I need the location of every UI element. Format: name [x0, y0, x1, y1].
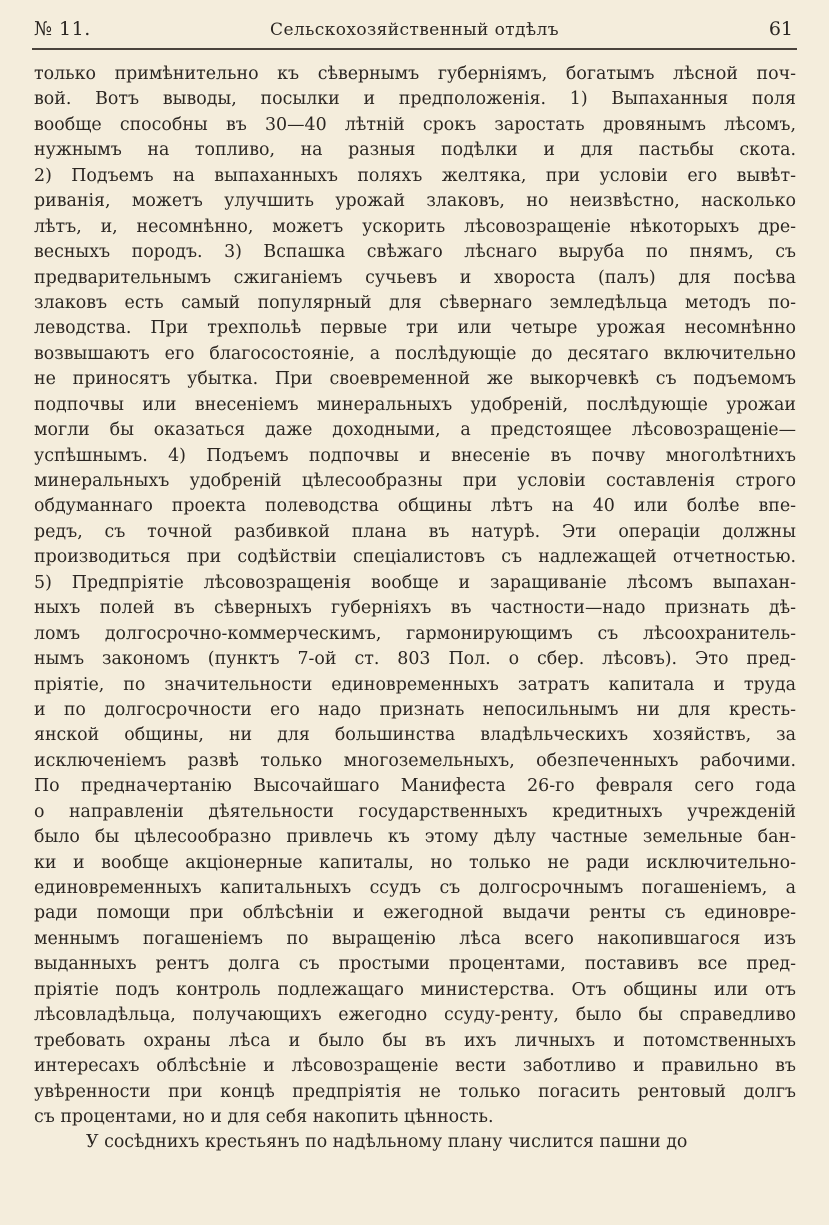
text-line: исключеніемъ развѣ только многоземельныхъ, обезпеченныхъ рабочими. — [34, 750, 796, 771]
text-line: вой. Вотъ выводы, посылки и предположенія. 1) Выпаханныя поля — [34, 89, 796, 110]
text-line: только примѣнительно къ сѣвернымъ губерніямъ, богатымъ лѣсной поч- — [34, 64, 796, 84]
text-line: нымъ закономъ (пунктъ 7-ой ст. 803 Пол. о сбер. лѣсовъ). Это пред- — [34, 649, 796, 670]
page-header — [32, 18, 797, 50]
text-line: могли бы оказаться даже доходными, а предстоящее лѣсовозращеніе— — [34, 420, 796, 441]
issue-number: № 11. — [34, 18, 91, 40]
text-line: возвышаютъ его благосостояніе, а послѣдующіе до десятаго включительно — [34, 343, 796, 364]
text-line: съ процентами, но и для себя накопить цѣнность. — [34, 1106, 494, 1127]
text-line: злаковъ есть самый популярный для сѣвернаго земледѣльца методъ по- — [34, 292, 796, 313]
text-line: 2) Подъемъ на выпаханныхъ поляхъ желтяка, при условіи его вывѣт- — [34, 165, 796, 186]
text-line: не приносятъ убытка. При своевременной же выкорчевкѣ съ подъемомъ — [34, 369, 796, 390]
text-line: риванія, можетъ улучшить урожай злаковъ, но неизвѣстно, насколько — [34, 191, 796, 212]
text-line: о направленіи дѣятельности государственныхъ кредитныхъ учрежденій — [34, 801, 796, 822]
text-line: лѣсовладѣльца, получающихъ ежегодно ссуду-ренту, было бы справедливо — [34, 1005, 796, 1026]
body-text — [34, 62, 796, 1156]
text-line: ради помощи при облѣсѣніи и ежегодной выдачи ренты съ единовре- — [34, 903, 796, 924]
section-title: Сельскохозяйственный отдѣлъ — [270, 20, 559, 40]
text-line: выданныхъ рентъ долга съ простыми процентами, поставивъ все пред- — [34, 954, 796, 975]
text-line: предварительнымъ сжиганіемъ сучьевъ и хвороста (палъ) для посѣва — [34, 267, 796, 288]
text-line: весныхъ породъ. 3) Вспашка свѣжаго лѣснаго выруба по пнямъ, съ — [34, 242, 796, 263]
text-line: требовать охраны лѣса и было бы въ ихъ личныхъ и потомственныхъ — [34, 1030, 796, 1051]
text-line: редъ, съ точной разбивкой плана въ натурѣ. Эти операціи должны — [34, 521, 796, 542]
text-line: интересахъ облѣсѣніе и лѣсовозращеніе вести заботливо и правильно въ — [34, 1056, 796, 1077]
text-line: обдуманнаго проекта полеводства общины лѣтъ на 40 или болѣе впе- — [34, 496, 796, 517]
text-line: увѣренности при концѣ предпріятія не только погасить рентовый долгъ — [34, 1081, 796, 1102]
text-line: леводства. При трехпольѣ первые три или четыре урожая несомнѣнно — [34, 318, 796, 339]
text-line: и по долгосрочности его надо признать непосильнымъ ни для кресть- — [34, 699, 796, 720]
text-line: было бы цѣлесообразно привлечь къ этому дѣлу частные земельные бан- — [34, 827, 796, 848]
text-line: лѣтъ, и, несомнѣнно, можетъ ускорить лѣсовозращеніе нѣкоторыхъ дре- — [34, 216, 796, 237]
text-line: минеральныхъ удобреній цѣлесообразны при условіи составленія строго — [34, 471, 796, 491]
text-line: пріятіе подъ контроль подлежащаго министерства. Отъ общины или отъ — [34, 979, 796, 1000]
text-line: По предначертанію Высочайшаго Манифеста 26-го февраля сего года — [34, 776, 796, 797]
text-line: подпочвы или внесеніемъ минеральныхъ удобреній, послѣдующіе урожаи — [34, 394, 796, 415]
text-line: производиться при содѣйствіи спеціалистовъ съ надлежащей отчетностью. — [34, 547, 796, 568]
text-line: янской общины, ни для большинства владѣльческихъ хозяйствъ, за — [34, 725, 796, 746]
text-line: вообще способны въ 30—40 лѣтній срокъ заростать дровянымъ лѣсомъ, — [34, 114, 796, 135]
text-line: ныхъ полей въ сѣверныхъ губерніяхъ въ частности—надо признать дѣ- — [34, 598, 796, 619]
text-line: ки и вообще акціонерные капиталы, но только не ради исключительно- — [34, 852, 796, 873]
text-line: ломъ долгосрочно-коммерческимъ, гармонирующимъ съ лѣсоохранитель- — [34, 623, 796, 644]
page-number: 61 — [768, 18, 793, 40]
text-line: единовременныхъ капитальныхъ ссудъ съ долгосрочнымъ погашеніемъ, а — [34, 878, 796, 898]
text-line: пріятіе, по значительности единовременныхъ затратъ капитала и труда — [34, 674, 796, 695]
text-line: 5) Предпріятіе лѣсовозращенія вообще и заращиваніе лѣсомъ выпахан- — [34, 572, 796, 593]
text-line: У сосѣднихъ крестьянъ по надѣльному плану числится пашни до — [86, 1132, 688, 1153]
text-line: меннымъ погашеніемъ по выращенію лѣса всего накопившагося изъ — [34, 928, 796, 949]
text-line: успѣшнымъ. 4) Подъемъ подпочвы и внесеніе въ почву многолѣтнихъ — [34, 445, 796, 466]
text-line: нужнымъ на топливо, на разныя подѣлки и для пастьбы скота. — [34, 140, 796, 161]
